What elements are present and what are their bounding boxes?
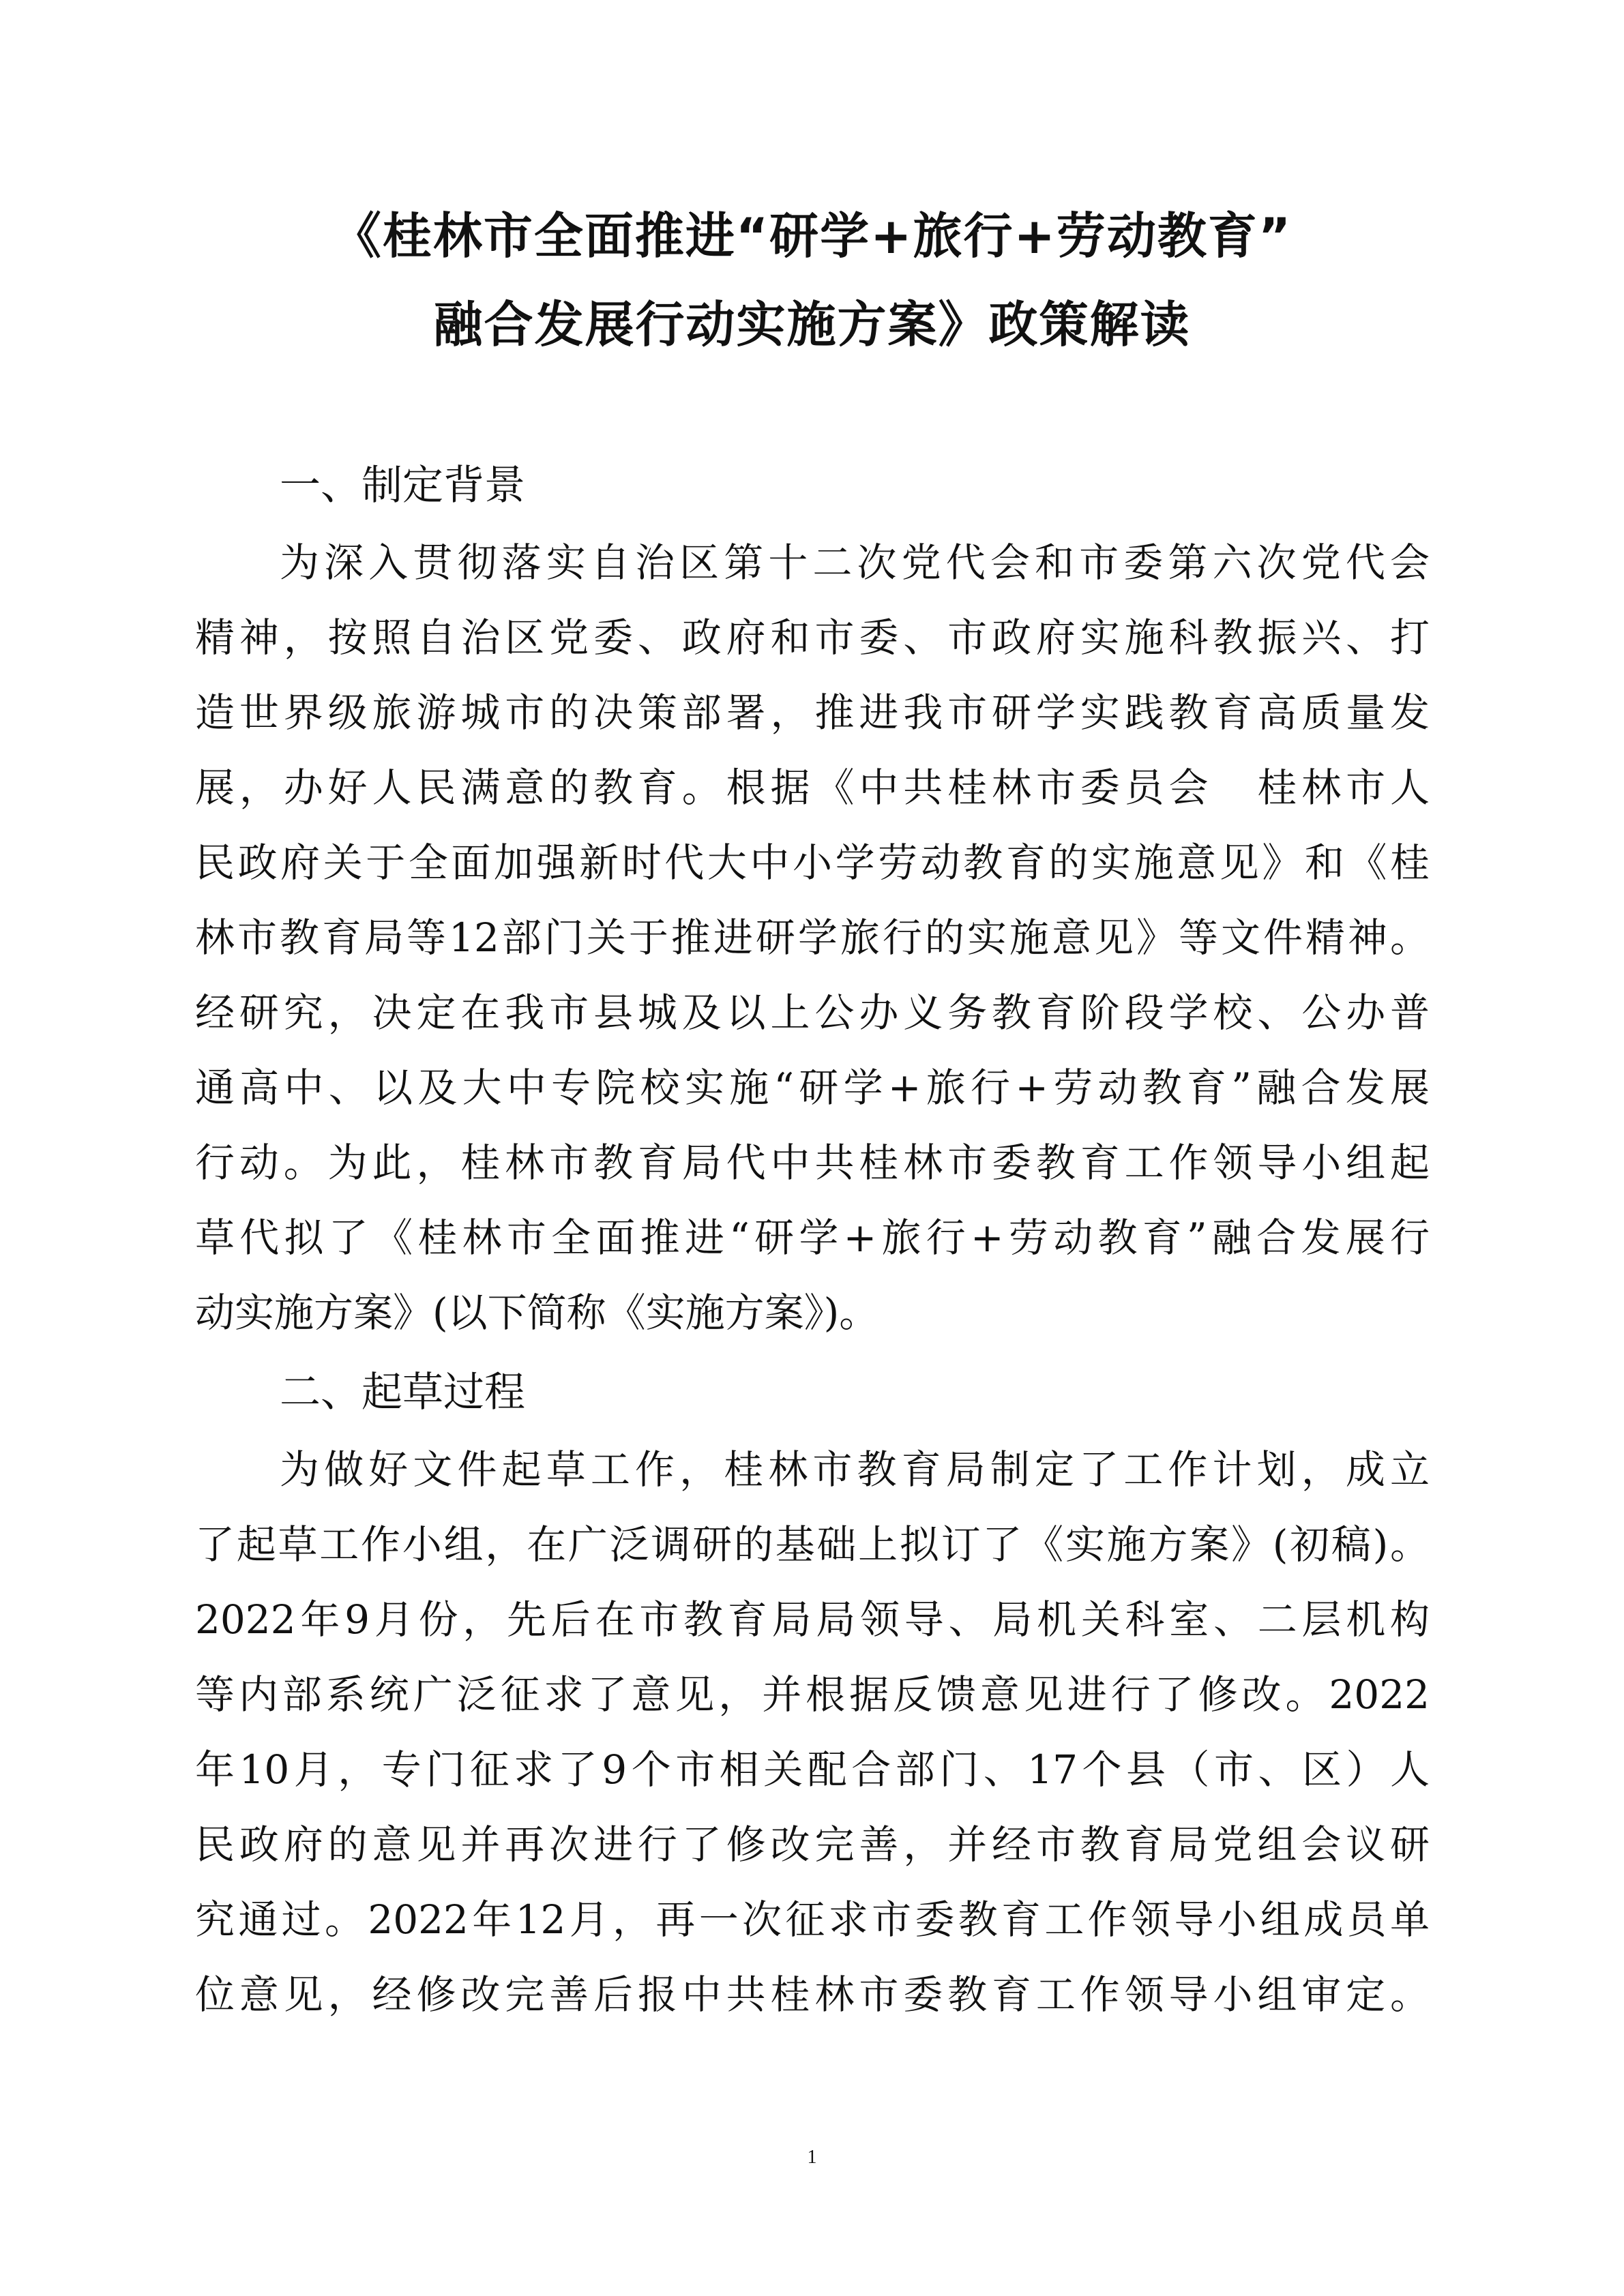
section-heading-background: 一、制定背景 (280, 462, 525, 509)
paragraph-line: 草代拟了《桂林市全面推进“研学+旅行+劳动教育”融合发展行 (195, 1214, 1430, 1261)
paragraph-line: 为做好文件起草工作，桂林市教育局制定了工作计划，成立 (280, 1446, 1430, 1493)
paragraph-line: 了起草工作小组，在广泛调研的基础上拟订了《实施方案》(初稿)。 (195, 1521, 1430, 1568)
paragraph-line: 林市教育局等12部门关于推进研学旅行的实施意见》等文件精神。 (195, 914, 1430, 961)
paragraph-line: 通高中、以及大中专院校实施“研学+旅行+劳动教育”融合发展 (195, 1064, 1430, 1111)
paragraph-line: 造世界级旅游城市的决策部署，推进我市研学实践教育高质量发 (195, 689, 1430, 736)
paragraph-line: 年10月，专门征求了9个市相关配合部门、17个县（市、区）人 (195, 1746, 1430, 1793)
document-title-line-2: 融合发展行动实施方案》政策解读 (433, 296, 1191, 353)
paragraph-line: 究通过。2022年12月，再一次征求市委教育工作领导小组成员单 (195, 1896, 1430, 1943)
paragraph-line: 行动。为此，桂林市教育局代中共桂林市委教育工作领导小组起 (195, 1139, 1430, 1186)
paragraph-line: 民政府的意见并再次进行了修改完善，并经市教育局党组会议研 (195, 1821, 1430, 1868)
document-title-line-1: 《桂林市全面推进“研学+旅行+劳动教育” (331, 207, 1293, 265)
paragraph-line: 动实施方案》(以下简称《实施方案》)。 (195, 1289, 879, 1336)
paragraph-line: 经研究，决定在我市县城及以上公办义务教育阶段学校、公办普 (195, 989, 1430, 1036)
paragraph-line: 民政府关于全面加强新时代大中小学劳动教育的实施意见》和《桂 (195, 839, 1430, 886)
section-heading-drafting: 二、起草过程 (280, 1369, 525, 1416)
paragraph-line: 展，办好人民满意的教育。根据《中共桂林市委员会 桂林市人 (195, 764, 1430, 811)
paragraph-line: 位意见，经修改完善后报中共桂林市委教育工作领导小组审定。 (195, 1971, 1430, 2018)
paragraph-line: 等内部系统广泛征求了意见，并根据反馈意见进行了修改。2022 (195, 1671, 1430, 1718)
paragraph-line: 为深入贯彻落实自治区第十二次党代会和市委第六次党代会 (280, 539, 1430, 586)
paragraph-line: 精神，按照自治区党委、政府和市委、市政府实施科教振兴、打 (195, 614, 1430, 661)
paragraph-line: 2022年9月份，先后在市教育局局领导、局机关科室、二层机构 (195, 1596, 1430, 1643)
page-number: 1 (807, 2147, 817, 2168)
